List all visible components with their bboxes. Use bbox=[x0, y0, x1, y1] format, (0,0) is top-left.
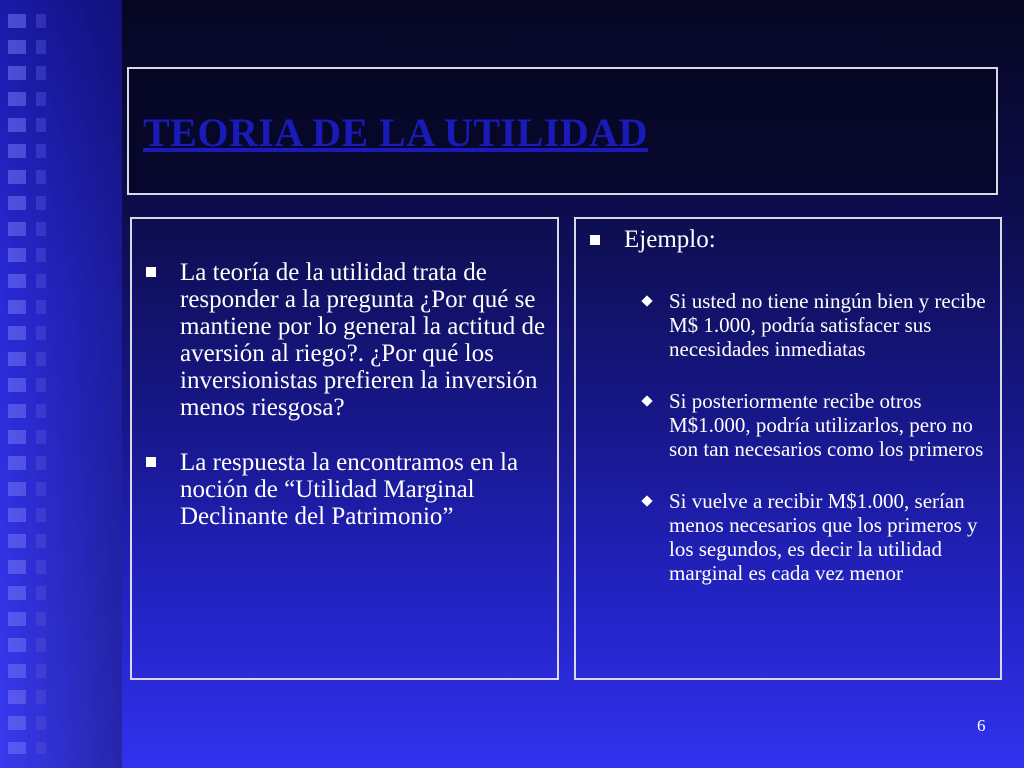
diamond-bullet-icon bbox=[641, 295, 652, 306]
diamond-bullet-icon bbox=[641, 395, 652, 406]
slide-title: TEORIA DE LA UTILIDAD bbox=[143, 110, 649, 155]
example-sub-list bbox=[669, 289, 994, 613]
example-heading bbox=[624, 225, 716, 255]
left-bullet-list bbox=[180, 259, 548, 558]
sub-bullet-text: Si posteriormente recibe otros M$1.000, podría utilizarlos, pero no son tan necesarios como los primeros bbox=[669, 389, 984, 461]
list-item bbox=[669, 489, 994, 585]
list-item bbox=[180, 449, 548, 530]
sub-bullet-text: Si usted no tiene ningún bien y recibe M$ 1.000, podría satisfacer sus necesidades inmediatas bbox=[669, 289, 986, 361]
list-item bbox=[669, 389, 994, 461]
decorative-side-strip bbox=[0, 0, 122, 768]
list-item bbox=[180, 259, 548, 421]
right-content-panel bbox=[574, 217, 1002, 680]
square-bullet-icon bbox=[146, 457, 156, 467]
square-bullet-icon bbox=[590, 235, 600, 245]
square-bullet-icon bbox=[146, 267, 156, 277]
bullet-text: La teoría de la utilidad trata de responder a la pregunta ¿Por qué se mantiene por lo general la actitud de aversión al riego?. ¿Por qué los inversionistas prefieren la inversión menos riesgosa? bbox=[180, 259, 546, 421]
list-item bbox=[669, 289, 994, 361]
heading-text: Ejemplo: bbox=[624, 226, 716, 253]
page-number: 6 bbox=[977, 716, 986, 735]
strip-shade bbox=[0, 0, 122, 768]
diamond-bullet-icon bbox=[641, 495, 652, 506]
left-content-panel bbox=[130, 217, 559, 680]
bullet-text: La respuesta la encontramos en la noción de “Utilidad Marginal Declinante del Patrimonio” bbox=[180, 449, 519, 530]
title-box bbox=[127, 67, 998, 195]
sub-bullet-text: Si vuelve a recibir M$1.000, serían menos necesarios que los primeros y los segundos, es decir la utilidad marginal es cada vez menor bbox=[669, 489, 978, 585]
